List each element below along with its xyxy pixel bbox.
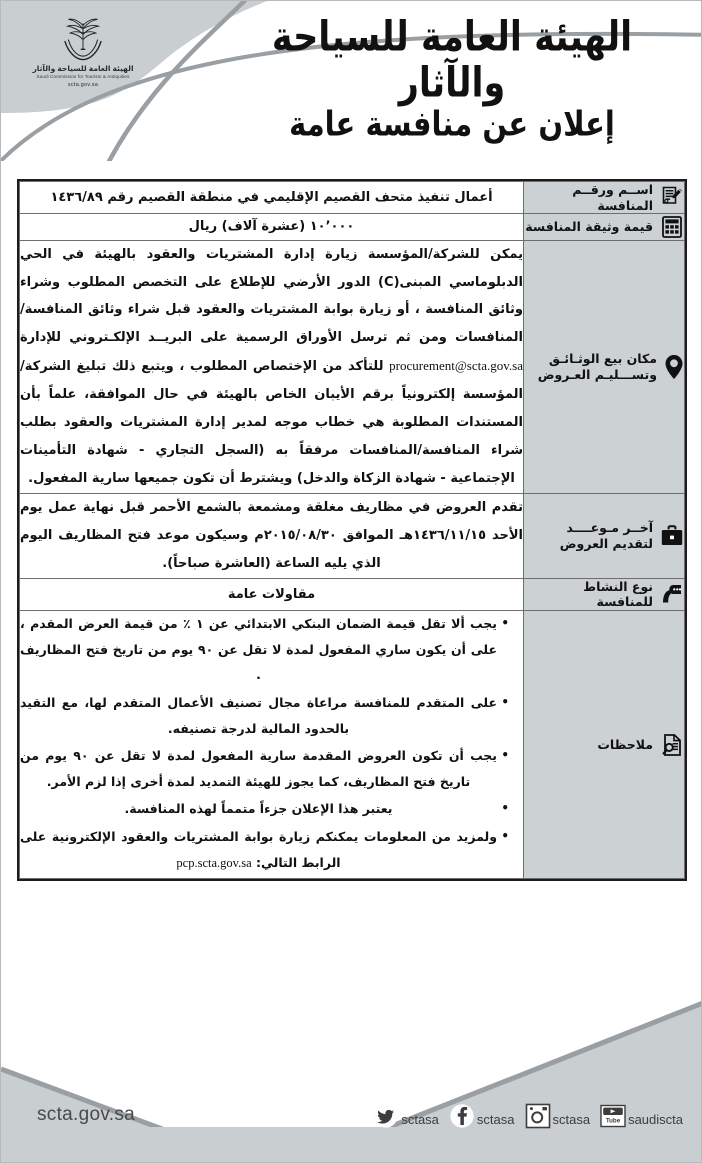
social-link-instagram[interactable] (525, 1103, 591, 1129)
instagram-icon (525, 1103, 551, 1129)
row-value-cell-notes (20, 611, 524, 879)
header-title-block (217, 13, 687, 145)
row-label-cell-notes (524, 611, 685, 879)
social-handle: sctasa (401, 1112, 439, 1127)
logo-english-text: Saudi Commission for Tourism & Antiquities (36, 74, 130, 79)
briefcase-icon (660, 524, 684, 548)
procurement-email: procurement@scta.gov.sa (389, 358, 523, 374)
list-item-portal-link (20, 824, 509, 876)
page-title: الهيئة العامة للسياحة والآثار (271, 13, 633, 108)
row-label-cell-activity (524, 578, 685, 610)
table-row (20, 578, 685, 610)
facebook-icon (449, 1103, 475, 1129)
footer-website-url[interactable]: scta.gov.sa (37, 1104, 135, 1125)
organization-logo (19, 15, 147, 103)
table-row (20, 240, 685, 493)
row-value-cell-activity (20, 578, 524, 610)
social-handle: sctasa (476, 1112, 515, 1127)
social-link-youtube[interactable] (600, 1103, 683, 1129)
social-link-facebook[interactable] (449, 1103, 515, 1129)
row-label-text: اســم ورقــم المنافسة (572, 182, 653, 213)
map-pin-icon (664, 354, 684, 380)
palm-swords-emblem-icon (57, 15, 109, 63)
speech-head-icon (660, 582, 684, 606)
location-text-part-2: للتأكد من الإختصاص المطلوب ، ويتبع ذلك تبليغ الشركة/المؤسسة إلكترونياً برقم الأيبان الخاص بالهيئة في حال الموافقة، علماً بأن المستندات المطلوبة هي خطاب موجه لمدير إدارة المشتريات والعقود بطلب شراء المنافسة/المنافسات مرفقاً به (السجل التجاري - شهادة التأمينات الإجتماعية - شهادة الزكاة والدخل) ويشترط أن تكون جميعها سارية المفعول. (20, 359, 523, 487)
tender-name-value: أعمال تنفيذ متحف القصيم الإقليمي في منطقة القصيم رقم ١٤٣٦/٨٩ (50, 189, 493, 205)
social-handle: sctasa (552, 1112, 591, 1127)
row-label-text: قيمة وثيقة المنافسة (525, 219, 653, 235)
activity-type-value: مقاولات عامة (227, 586, 316, 602)
social-links (373, 1103, 683, 1129)
deadline-value: تقدم العروض في مظاريف مغلقة ومشمعة بالشمع الأحمر قبل نهاية عمل يوم الأحد ١٤٣٦/١١/١٥هـ الموافق ٢٠١٥/٠٨/٣٠م وسيكون موعد فتح المظاريف اليوم الذي يليه الساعة (العاشرة صباحاً). (20, 500, 523, 571)
table-row (20, 182, 685, 214)
row-label-cell-name (524, 182, 685, 214)
list-item: • على المتقدم للمنافسة مراعاة مجال تصنيف الأعمال المتقدم لها، مع التقيد بالحدود المالية لدرجة تصنيفه. (20, 690, 509, 741)
twitter-icon (373, 1103, 399, 1129)
table-row (20, 611, 685, 879)
youtube-icon (600, 1103, 626, 1129)
row-value-cell-name (20, 182, 524, 214)
row-label-cell-location (524, 240, 685, 493)
table-row (20, 494, 685, 579)
row-label-text: نوع النشاط للمنافسة (583, 578, 653, 610)
location-text-part-1: يمكن للشركة/المؤسسة زيارة إدارة المشتريات والعقود بالهيئة في الحي الدبلوماسي المبنى(C) الدور الأرضي للإطلاع على التخصص المطلوب وشراء وثائق المنافسة ، أو زيارة بوابة المشتريات والعقود قبل شراء وثائق المنافسة/المنافسات ومن ثم ترسل الأوراق الرسمية على البريــد الإلكـتروني للإدارة (20, 246, 523, 346)
row-value-cell-deadline (20, 494, 524, 579)
row-label-text: آخــر مـوعــــد لتقديم العروض (559, 520, 653, 551)
footer-decoration (1, 977, 702, 1162)
row-label-cell-price (524, 214, 685, 240)
portal-url: pcp.scta.gov.sa (176, 855, 252, 870)
social-link-twitter[interactable] (373, 1103, 439, 1129)
document-search-icon (660, 733, 684, 757)
portal-note-text: ولمزيد من المعلومات يمكنكم زيارة بوابة المشتريات والعقود الإلكترونية على الرابط التالي: (20, 829, 497, 870)
tender-details-table (17, 179, 687, 881)
page-footer (1, 977, 702, 1162)
row-label-cell-deadline (524, 494, 685, 579)
document-price-value: ١٠٬٠٠٠ (عشرة آلاف) ريال (188, 219, 355, 235)
location-paragraph (20, 241, 523, 493)
list-item: • يجب ألا تقل قيمة الضمان البنكي الابتدائي عن ١ ٪ من قيمة العرض المقدم ، على أن يكون ساري المفعول لمدة لا تقل عن ٩٠ يوم من تاريخ فتح المظاريف . (20, 611, 509, 688)
list-item: • يجب أن تكون العروض المقدمة سارية المفعول لمدة لا تقل عن ٩٠ يوم من تاريخ فتح المظاريف، كما يجوز للهيئة التمديد لمدة أخرى إذا لزم الأمر. (20, 743, 509, 794)
logo-website-url: scta.gov.sa (67, 82, 99, 88)
notes-list (20, 611, 523, 876)
svg-text:Tube: Tube (605, 1117, 621, 1125)
document-pencil-icon (660, 186, 684, 210)
row-label-text: ملاحظات (597, 736, 653, 752)
social-handle: saudiscta (628, 1112, 683, 1127)
logo-arabic-text: الهيئة العامة للسياحة والآثار (32, 64, 134, 73)
page-header (1, 1, 702, 161)
table-row (20, 214, 685, 240)
list-item: • يعتبر هذا الإعلان جزءاً متمماً لهذه المنافسة. (20, 796, 509, 822)
row-value-cell-location (20, 240, 524, 493)
row-label-text: مكان بيع الوثـائـق وتســـليـم العـروض (537, 351, 657, 382)
row-value-cell-price (20, 214, 524, 240)
page-subtitle: إعلان عن منافسة عامة (289, 104, 615, 145)
calculator-icon (660, 215, 684, 239)
